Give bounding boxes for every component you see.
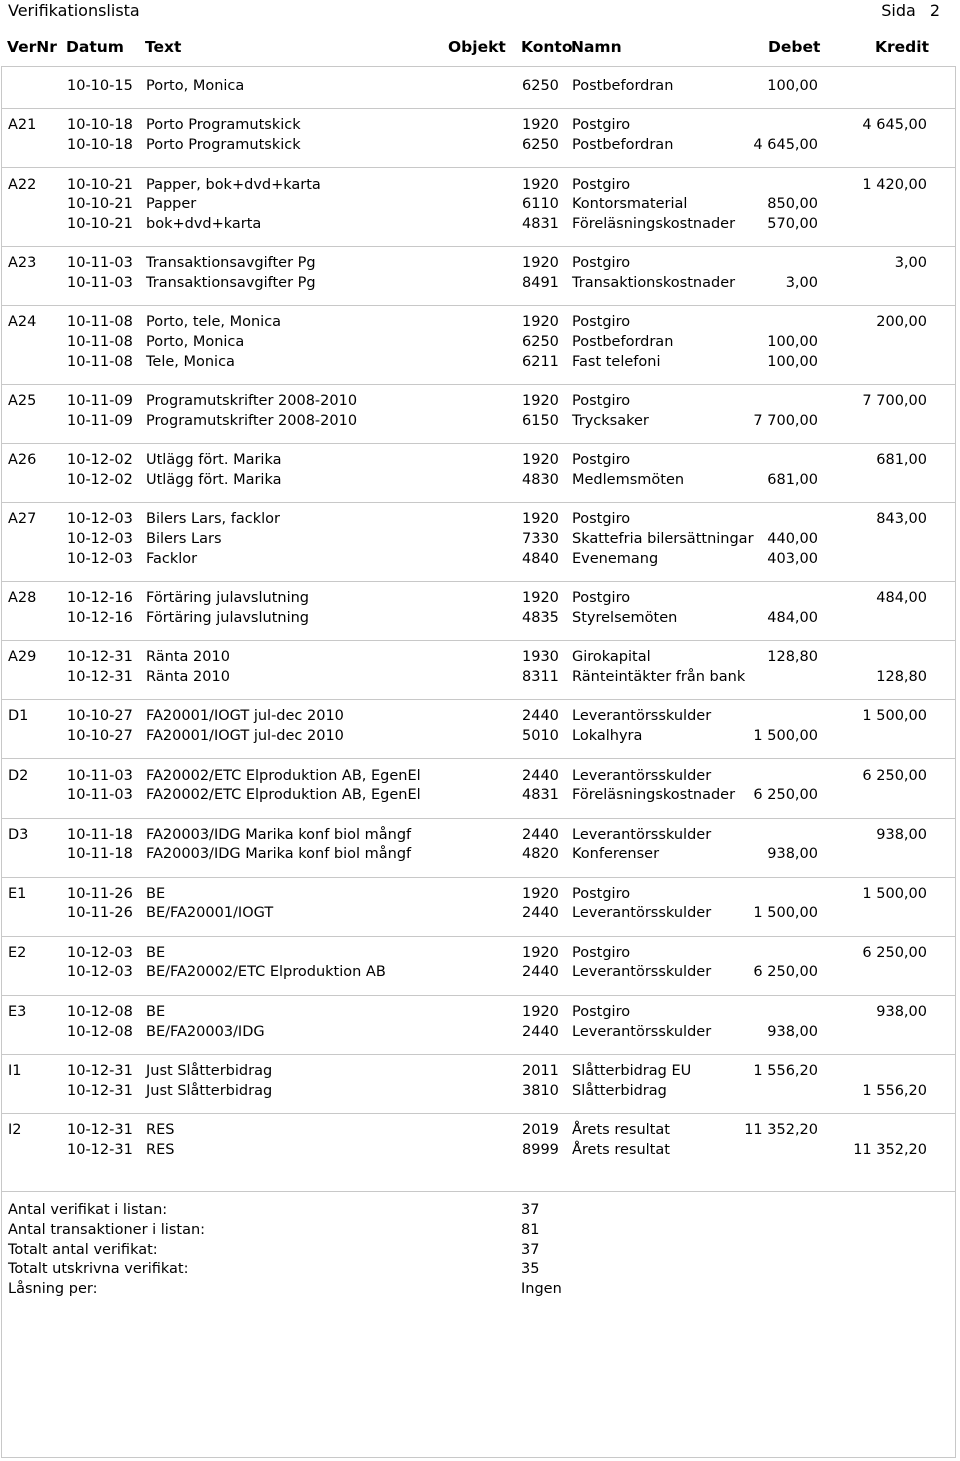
- cell-date: 10-12-16: [67, 590, 133, 607]
- cell-date: 10-12-03: [67, 511, 133, 528]
- cell-namn: Medlemsmöten: [572, 471, 685, 488]
- cell-date: 10-12-02: [67, 471, 133, 488]
- cell-text: Porto Programutskick: [146, 137, 301, 154]
- cell-debet: 681,00: [767, 471, 818, 488]
- report-title: Verifikationslista: [8, 1, 140, 20]
- voucher-group: [1, 937, 956, 996]
- cell-vernr: A27: [8, 511, 37, 528]
- cell-text: BE/FA20001/IOGT: [146, 905, 274, 922]
- cell-debet: 11 352,20: [744, 1122, 818, 1139]
- table-row: [1, 827, 956, 847]
- cell-date: 10-10-18: [67, 117, 133, 134]
- cell-debet: 570,00: [767, 215, 818, 232]
- cell-date: 10-10-21: [67, 196, 133, 213]
- cell-debet: 850,00: [767, 196, 818, 213]
- cell-namn: Föreläsningskostnader: [572, 215, 736, 232]
- voucher-group: [1, 70, 956, 109]
- table-row: [1, 1024, 956, 1044]
- voucher-group: [1, 641, 956, 700]
- cell-konto: 1920: [522, 590, 559, 607]
- cell-kredit: 938,00: [876, 1003, 927, 1020]
- table-row: [1, 669, 956, 689]
- cell-text: BE: [146, 885, 166, 902]
- cell-text: Bilers Lars, facklor: [146, 511, 280, 528]
- cell-namn: Postbefordran: [572, 78, 674, 94]
- cell-namn: Årets resultat: [572, 1141, 670, 1158]
- cell-konto: 2440: [522, 905, 559, 922]
- table-row: [1, 137, 956, 157]
- cell-namn: Postgiro: [572, 176, 631, 193]
- column-datum: Datum: [66, 38, 124, 56]
- cell-konto: 6110: [522, 196, 559, 213]
- table-row: [1, 728, 956, 748]
- cell-konto: 4835: [522, 609, 559, 626]
- cell-text: FA20002/ETC Elproduktion AB, EgenEl: [146, 787, 421, 804]
- cell-text: BE: [146, 944, 166, 961]
- cell-debet: 128,80: [767, 649, 818, 666]
- table-row: [1, 117, 956, 137]
- table-row: [1, 649, 956, 669]
- cell-vernr: D3: [8, 826, 29, 843]
- cell-konto: 6250: [522, 334, 559, 351]
- voucher-group: [1, 819, 956, 878]
- cell-text: Bilers Lars: [146, 531, 222, 548]
- cell-konto: 1920: [522, 452, 559, 469]
- report-header: [0, 0, 960, 22]
- cell-namn: Slåtterbidrag EU: [572, 1063, 692, 1079]
- cell-date: 10-11-08: [67, 314, 133, 331]
- cell-konto: 1920: [522, 117, 559, 134]
- column-kredit: Kredit: [875, 38, 929, 56]
- table-row: [1, 177, 956, 197]
- cell-namn: Postgiro: [572, 511, 631, 528]
- cell-date: 10-10-15: [67, 78, 133, 94]
- summary-label: Antal transaktioner i listan:: [8, 1221, 206, 1238]
- cell-namn: Ränteintäkter från bank: [572, 668, 746, 685]
- cell-namn: Girokapital: [572, 649, 651, 666]
- cell-date: 10-10-21: [67, 176, 133, 193]
- cell-konto: 2440: [522, 826, 559, 843]
- cell-vernr: A25: [8, 393, 37, 410]
- table-row: [1, 255, 956, 275]
- table-row: [1, 1063, 956, 1083]
- cell-namn: Transaktionskostnader: [572, 274, 736, 291]
- cell-date: 10-11-03: [67, 787, 133, 804]
- cell-namn: Leverantörsskulder: [572, 964, 712, 981]
- summary-row: [1, 1222, 956, 1242]
- cell-date: 10-11-18: [67, 846, 133, 863]
- cell-konto: 1920: [522, 393, 559, 410]
- cell-date: 10-12-02: [67, 452, 133, 469]
- cell-vernr: A24: [8, 314, 37, 331]
- cell-date: 10-12-03: [67, 944, 133, 961]
- cell-date: 10-12-31: [67, 1063, 133, 1079]
- cell-debet: 403,00: [767, 550, 818, 567]
- cell-namn: Leverantörsskulder: [572, 767, 712, 784]
- cell-konto: 1920: [522, 1003, 559, 1020]
- cell-date: 10-10-18: [67, 137, 133, 154]
- voucher-group: [1, 169, 956, 248]
- summary-label: Antal verifikat i listan:: [8, 1202, 168, 1218]
- table-row: [1, 1122, 956, 1142]
- cell-debet: 7 700,00: [753, 412, 818, 429]
- summary-label: Totalt utskrivna verifikat:: [8, 1261, 189, 1278]
- cell-konto: 4831: [522, 787, 559, 804]
- table-row: [1, 964, 956, 984]
- cell-debet: 4 645,00: [753, 137, 818, 154]
- cell-text: Transaktionsavgifter Pg: [146, 274, 316, 291]
- cell-text: Porto, tele, Monica: [146, 314, 282, 331]
- cell-date: 10-12-31: [67, 649, 133, 666]
- cell-namn: Postgiro: [572, 314, 631, 331]
- cell-namn: Postgiro: [572, 393, 631, 410]
- table-row: [1, 1142, 956, 1162]
- cell-text: Tele, Monica: [146, 353, 235, 370]
- column-vernr: VerNr: [7, 38, 57, 56]
- page-indicator: [881, 1, 940, 20]
- cell-vernr: I2: [8, 1122, 22, 1139]
- table-row: [1, 886, 956, 906]
- voucher-group: [1, 760, 956, 819]
- summary-value: 37: [521, 1241, 540, 1258]
- cell-namn: Lokalhyra: [572, 728, 643, 745]
- cell-text: Transaktionsavgifter Pg: [146, 255, 316, 272]
- table-row: [1, 1004, 956, 1024]
- cell-debet: 6 250,00: [753, 787, 818, 804]
- column-header-row: [0, 38, 960, 60]
- cell-text: Just Slåtterbidrag: [146, 1082, 273, 1099]
- cell-konto: 5010: [522, 728, 559, 745]
- table-row: [1, 413, 956, 433]
- cell-konto: 4840: [522, 550, 559, 567]
- cell-namn: Postbefordran: [572, 334, 674, 351]
- summary-row: [1, 1202, 956, 1222]
- table-row: [1, 354, 956, 374]
- cell-namn: Kontorsmaterial: [572, 196, 688, 213]
- cell-konto: 1920: [522, 511, 559, 528]
- cell-vernr: E1: [8, 885, 27, 902]
- table-row: [1, 708, 956, 728]
- cell-konto: 8311: [522, 668, 559, 685]
- summary-value: 81: [521, 1221, 540, 1238]
- cell-text: Ränta 2010: [146, 649, 230, 666]
- cell-debet: 440,00: [767, 531, 818, 548]
- cell-vernr: D2: [8, 767, 29, 784]
- cell-vernr: E3: [8, 1003, 27, 1020]
- cell-namn: Styrelsemöten: [572, 609, 678, 626]
- table-row: [1, 78, 956, 98]
- table-row: [1, 334, 956, 354]
- cell-date: 10-11-09: [67, 393, 133, 410]
- cell-text: Papper: [146, 196, 197, 213]
- cell-namn: Postgiro: [572, 590, 631, 607]
- cell-konto: 1920: [522, 314, 559, 331]
- voucher-group: [1, 700, 956, 759]
- cell-text: bok+dvd+karta: [146, 215, 262, 232]
- summary-row: [1, 1261, 956, 1281]
- cell-date: 10-11-09: [67, 412, 133, 429]
- voucher-group: [1, 306, 956, 385]
- cell-konto: 3810: [522, 1082, 559, 1099]
- cell-namn: Föreläsningskostnader: [572, 787, 736, 804]
- cell-kredit: 1 500,00: [862, 708, 927, 725]
- cell-kredit: 1 420,00: [862, 176, 927, 193]
- cell-konto: 6211: [522, 353, 559, 370]
- cell-namn: Skattefria bilersättningar: [572, 531, 754, 548]
- cell-text: FA20002/ETC Elproduktion AB, EgenEl: [146, 767, 421, 784]
- table-row: [1, 787, 956, 807]
- cell-namn: Leverantörsskulder: [572, 826, 712, 843]
- table-row: [1, 551, 956, 571]
- cell-kredit: 6 250,00: [862, 944, 927, 961]
- cell-text: Programutskrifter 2008-2010: [146, 393, 358, 410]
- cell-debet: 3,00: [785, 274, 818, 291]
- cell-date: 10-12-03: [67, 531, 133, 548]
- cell-namn: Leverantörsskulder: [572, 1023, 712, 1040]
- cell-text: RES: [146, 1122, 175, 1139]
- cell-vernr: A23: [8, 255, 37, 272]
- summary-label: Totalt antal verifikat:: [8, 1241, 158, 1258]
- cell-text: Ränta 2010: [146, 668, 230, 685]
- cell-vernr: A29: [8, 649, 37, 666]
- cell-namn: Årets resultat: [572, 1122, 670, 1139]
- cell-debet: 100,00: [767, 334, 818, 351]
- cell-debet: 484,00: [767, 609, 818, 626]
- table-row: [1, 216, 956, 236]
- summary-section: [1, 1191, 956, 1298]
- table-row: [1, 1083, 956, 1103]
- table-row: [1, 196, 956, 216]
- cell-text: Programutskrifter 2008-2010: [146, 412, 358, 429]
- table-row: [1, 905, 956, 925]
- cell-text: BE/FA20003/IDG: [146, 1023, 265, 1040]
- table-row: [1, 452, 956, 472]
- cell-namn: Postgiro: [572, 1003, 631, 1020]
- table-row: [1, 768, 956, 788]
- cell-kredit: 4 645,00: [862, 117, 927, 134]
- voucher-group: [1, 1114, 956, 1173]
- cell-kredit: 128,80: [876, 668, 927, 685]
- cell-date: 10-10-21: [67, 215, 133, 232]
- cell-kredit: 7 700,00: [862, 393, 927, 410]
- cell-vernr: I1: [8, 1063, 22, 1079]
- table-row: [1, 846, 956, 866]
- cell-date: 10-12-31: [67, 1082, 133, 1099]
- cell-text: BE/FA20002/ETC Elproduktion AB: [146, 964, 386, 981]
- cell-date: 10-11-03: [67, 255, 133, 272]
- cell-namn: Konferenser: [572, 846, 660, 863]
- cell-vernr: E2: [8, 944, 27, 961]
- cell-vernr: A28: [8, 590, 37, 607]
- cell-date: 10-12-31: [67, 1141, 133, 1158]
- cell-namn: Postgiro: [572, 255, 631, 272]
- voucher-group: [1, 1055, 956, 1114]
- cell-konto: 8999: [522, 1141, 559, 1158]
- cell-kredit: 6 250,00: [862, 767, 927, 784]
- cell-date: 10-12-08: [67, 1003, 133, 1020]
- cell-date: 10-11-26: [67, 905, 133, 922]
- summary-label: Låsning per:: [8, 1281, 98, 1298]
- cell-konto: 4831: [522, 215, 559, 232]
- cell-namn: Leverantörsskulder: [572, 708, 712, 725]
- cell-namn: Fast telefoni: [572, 353, 661, 370]
- cell-text: Porto, Monica: [146, 78, 245, 94]
- voucher-group: [1, 878, 956, 937]
- summary-row: [1, 1242, 956, 1262]
- cell-konto: 2440: [522, 708, 559, 725]
- cell-namn: Postbefordran: [572, 137, 674, 154]
- cell-konto: 8491: [522, 274, 559, 291]
- cell-text: FA20001/IOGT jul-dec 2010: [146, 708, 344, 725]
- summary-value: 37: [521, 1202, 540, 1218]
- cell-date: 10-12-03: [67, 964, 133, 981]
- cell-date: 10-11-08: [67, 334, 133, 351]
- voucher-group: [1, 247, 956, 306]
- cell-konto: 2440: [522, 964, 559, 981]
- cell-vernr: A22: [8, 176, 37, 193]
- cell-konto: 6250: [522, 78, 559, 94]
- cell-konto: 2440: [522, 767, 559, 784]
- cell-text: Porto Programutskick: [146, 117, 301, 134]
- cell-namn: Postgiro: [572, 452, 631, 469]
- table-row: [1, 275, 956, 295]
- cell-namn: Slåtterbidrag: [572, 1082, 667, 1099]
- cell-kredit: 1 556,20: [862, 1082, 927, 1099]
- cell-konto: 1930: [522, 649, 559, 666]
- table-row: [1, 531, 956, 551]
- cell-kredit: 3,00: [894, 255, 927, 272]
- cell-konto: 1920: [522, 885, 559, 902]
- cell-debet: 6 250,00: [753, 964, 818, 981]
- cell-kredit: 1 500,00: [862, 885, 927, 902]
- cell-vernr: A26: [8, 452, 37, 469]
- table-row: [1, 511, 956, 531]
- cell-debet: 100,00: [767, 78, 818, 94]
- table-row: [1, 314, 956, 334]
- cell-date: 10-11-08: [67, 353, 133, 370]
- cell-namn: Postgiro: [572, 885, 631, 902]
- cell-text: Förtäring julavslutning: [146, 590, 310, 607]
- table-row: [1, 945, 956, 965]
- cell-konto: 1920: [522, 255, 559, 272]
- cell-debet: 1 500,00: [753, 728, 818, 745]
- cell-text: Utlägg fört. Marika: [146, 452, 282, 469]
- column-konto: Konto: [521, 38, 573, 56]
- voucher-group: [1, 996, 956, 1055]
- cell-debet: 938,00: [767, 846, 818, 863]
- cell-text: Porto, Monica: [146, 334, 245, 351]
- cell-konto: 4820: [522, 846, 559, 863]
- cell-namn: Leverantörsskulder: [572, 905, 712, 922]
- cell-konto: 4830: [522, 471, 559, 488]
- cell-text: Förtäring julavslutning: [146, 609, 310, 626]
- table-row: [1, 472, 956, 492]
- cell-date: 10-11-18: [67, 826, 133, 843]
- cell-konto: 6250: [522, 137, 559, 154]
- cell-text: Facklor: [146, 550, 198, 567]
- cell-date: 10-12-16: [67, 609, 133, 626]
- page-label: Sida: [881, 1, 916, 20]
- cell-debet: 1 556,20: [753, 1063, 818, 1079]
- table-row: [1, 393, 956, 413]
- summary-row: [1, 1281, 956, 1301]
- cell-konto: 2440: [522, 1023, 559, 1040]
- cell-text: Papper, bok+dvd+karta: [146, 176, 321, 193]
- column-text: Text: [145, 38, 182, 56]
- cell-kredit: 681,00: [876, 452, 927, 469]
- cell-text: FA20003/IDG Marika konf biol mångf: [146, 846, 412, 863]
- cell-date: 10-11-03: [67, 274, 133, 291]
- cell-text: Utlägg fört. Marika: [146, 471, 282, 488]
- cell-date: 10-12-08: [67, 1023, 133, 1040]
- cell-date: 10-11-26: [67, 885, 133, 902]
- cell-date: 10-12-03: [67, 550, 133, 567]
- cell-konto: 1920: [522, 944, 559, 961]
- cell-kredit: 843,00: [876, 511, 927, 528]
- cell-konto: 6150: [522, 412, 559, 429]
- voucher-group: [1, 109, 956, 168]
- cell-text: RES: [146, 1141, 175, 1158]
- cell-date: 10-11-03: [67, 767, 133, 784]
- cell-konto: 7330: [522, 531, 559, 548]
- cell-namn: Evenemang: [572, 550, 659, 567]
- table-row: [1, 610, 956, 630]
- voucher-group: [1, 385, 956, 444]
- column-objekt: Objekt: [448, 38, 506, 56]
- cell-kredit: 11 352,20: [853, 1141, 927, 1158]
- summary-value: Ingen: [521, 1281, 562, 1298]
- cell-date: 10-12-31: [67, 1122, 133, 1139]
- cell-kredit: 200,00: [876, 314, 927, 331]
- cell-text: FA20001/IOGT jul-dec 2010: [146, 728, 344, 745]
- voucher-group: [1, 444, 956, 503]
- cell-vernr: D1: [8, 708, 29, 725]
- table-row: [1, 590, 956, 610]
- cell-text: BE: [146, 1003, 166, 1020]
- column-debet: Debet: [768, 38, 821, 56]
- cell-konto: 2019: [522, 1122, 559, 1139]
- voucher-group: [1, 503, 956, 582]
- cell-namn: Trycksaker: [572, 412, 649, 429]
- page-number: 2: [929, 1, 940, 20]
- cell-debet: 938,00: [767, 1023, 818, 1040]
- cell-konto: 1920: [522, 176, 559, 193]
- cell-konto: 2011: [522, 1063, 559, 1079]
- cell-kredit: 938,00: [876, 826, 927, 843]
- column-namn: Namn: [571, 38, 622, 56]
- cell-text: Just Slåtterbidrag: [146, 1063, 273, 1079]
- cell-debet: 100,00: [767, 353, 818, 370]
- cell-date: 10-10-27: [67, 708, 133, 725]
- cell-namn: Postgiro: [572, 117, 631, 134]
- cell-date: 10-10-27: [67, 728, 133, 745]
- cell-date: 10-12-31: [67, 668, 133, 685]
- cell-debet: 1 500,00: [753, 905, 818, 922]
- summary-value: 35: [521, 1261, 540, 1278]
- cell-namn: Postgiro: [572, 944, 631, 961]
- voucher-group: [1, 582, 956, 641]
- cell-kredit: 484,00: [876, 590, 927, 607]
- cell-text: FA20003/IDG Marika konf biol mångf: [146, 826, 412, 843]
- cell-vernr: A21: [8, 117, 37, 134]
